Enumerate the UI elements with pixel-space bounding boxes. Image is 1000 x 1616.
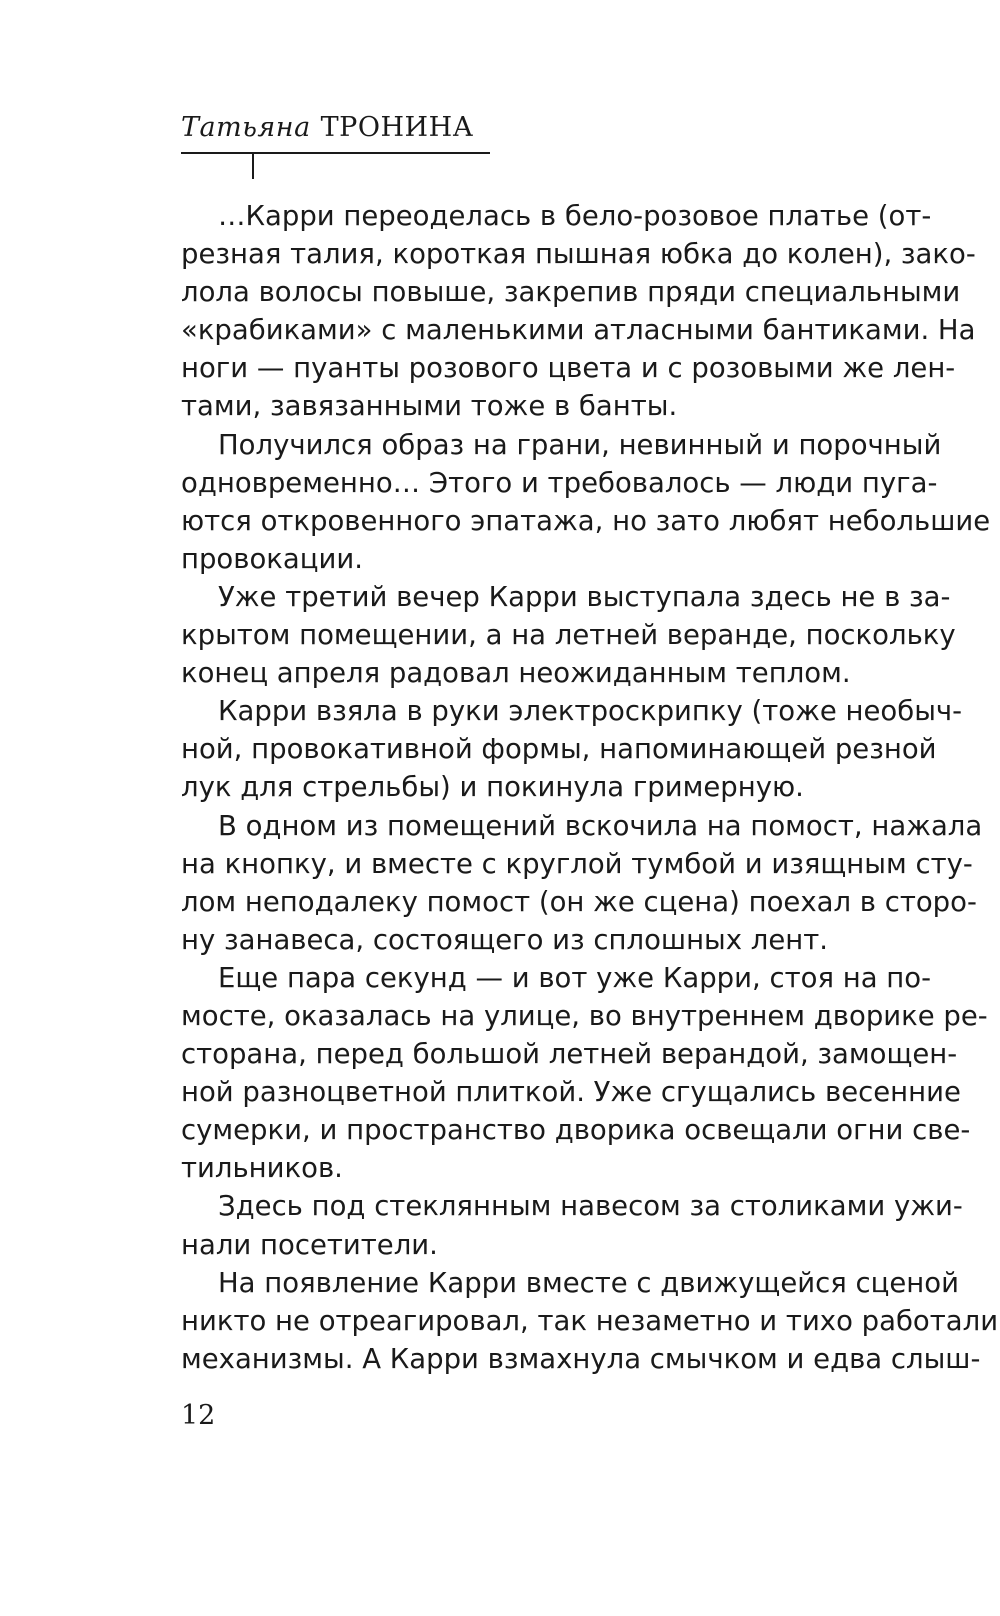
text-line: тильников. [181,1152,343,1185]
author-last-name: ТРОНИНА [320,112,474,143]
text-line: резная талия, короткая пышная юбка до колен), зако- [181,238,976,271]
text-line: Карри взяла в руки электроскрипку (тоже необыч- [218,695,963,728]
text-line: ной, провокативной формы, напоминающей резной [181,733,937,766]
text-line: «крабиками» с маленькими атласными бантиками. На [181,314,976,347]
header-rule-tick [252,153,254,179]
text-line: ются откровенного эпатажа, но зато любят небольшие [181,504,991,537]
text-line: ной разноцветной плиткой. Уже сгущались весенние [181,1076,961,1109]
text-line: …Карри переоделась в бело-розовое платье (от- [218,200,932,232]
text-line: механизмы. А Карри взмахнула смычком и едва слыш- [181,1342,981,1375]
paragraph [181,426,991,578]
text-line: никто не отреагировал, так незаметно и тихо работали [181,1304,999,1337]
paragraph [181,1264,999,1378]
text-line: лола волосы повыше, закрепив пряди специальными [181,276,961,309]
paragraph [181,807,983,959]
text-line: лук для стрельбы) и покинула гримерную. [181,771,804,804]
paragraph [181,959,988,1188]
text-line: провокации. [181,542,363,575]
text-line: Уже третий вечер Карри выступала здесь не в за- [218,580,951,613]
body-text [181,197,999,1378]
text-line: крытом помещении, а на летней веранде, поскольку [181,619,956,652]
paragraph [181,692,963,806]
text-line: лом неподалеку помост (он же сцена) поехал в сторо- [181,885,977,918]
running-head [181,112,474,143]
text-line: ну занавеса, состоящего из сплошных лент. [181,923,829,956]
paragraph [181,578,956,692]
header-rule [181,152,490,154]
text-line: конец апреля радовал неожиданным теплом. [181,657,851,690]
text-line: ноги — пуанты розового цвета и с розовыми же лен- [181,352,956,385]
text-line: нали посетители. [181,1228,438,1261]
text-line: тами, завязанными тоже в банты. [181,390,678,423]
page-number: 12 [181,1400,216,1431]
text-line: одновременно… Этого и требовалось — люди пуга- [181,466,938,499]
paragraph [181,1187,963,1263]
text-line: сумерки, и пространство дворика освещали огни све- [181,1114,971,1147]
paragraph [181,197,976,426]
text-line: На появление Карри вместе с движущейся сценой [218,1266,959,1299]
text-line: Получился образ на грани, невинный и порочный [218,428,942,461]
author-first-name: Татьяна [181,112,311,143]
text-line: Здесь под стеклянным навесом за столиками ужи- [218,1190,963,1223]
text-line: В одном из помещений вскочила на помост, нажала [218,809,983,842]
text-line: сторана, перед большой летней верандой, замощен- [181,1038,958,1071]
text-line: мосте, оказалась на улице, во внутреннем дворике ре- [181,999,988,1032]
text-line: на кнопку, и вместе с круглой тумбой и изящным сту- [181,847,973,880]
text-line: Еще пара секунд — и вот уже Карри, стоя на по- [218,961,932,994]
